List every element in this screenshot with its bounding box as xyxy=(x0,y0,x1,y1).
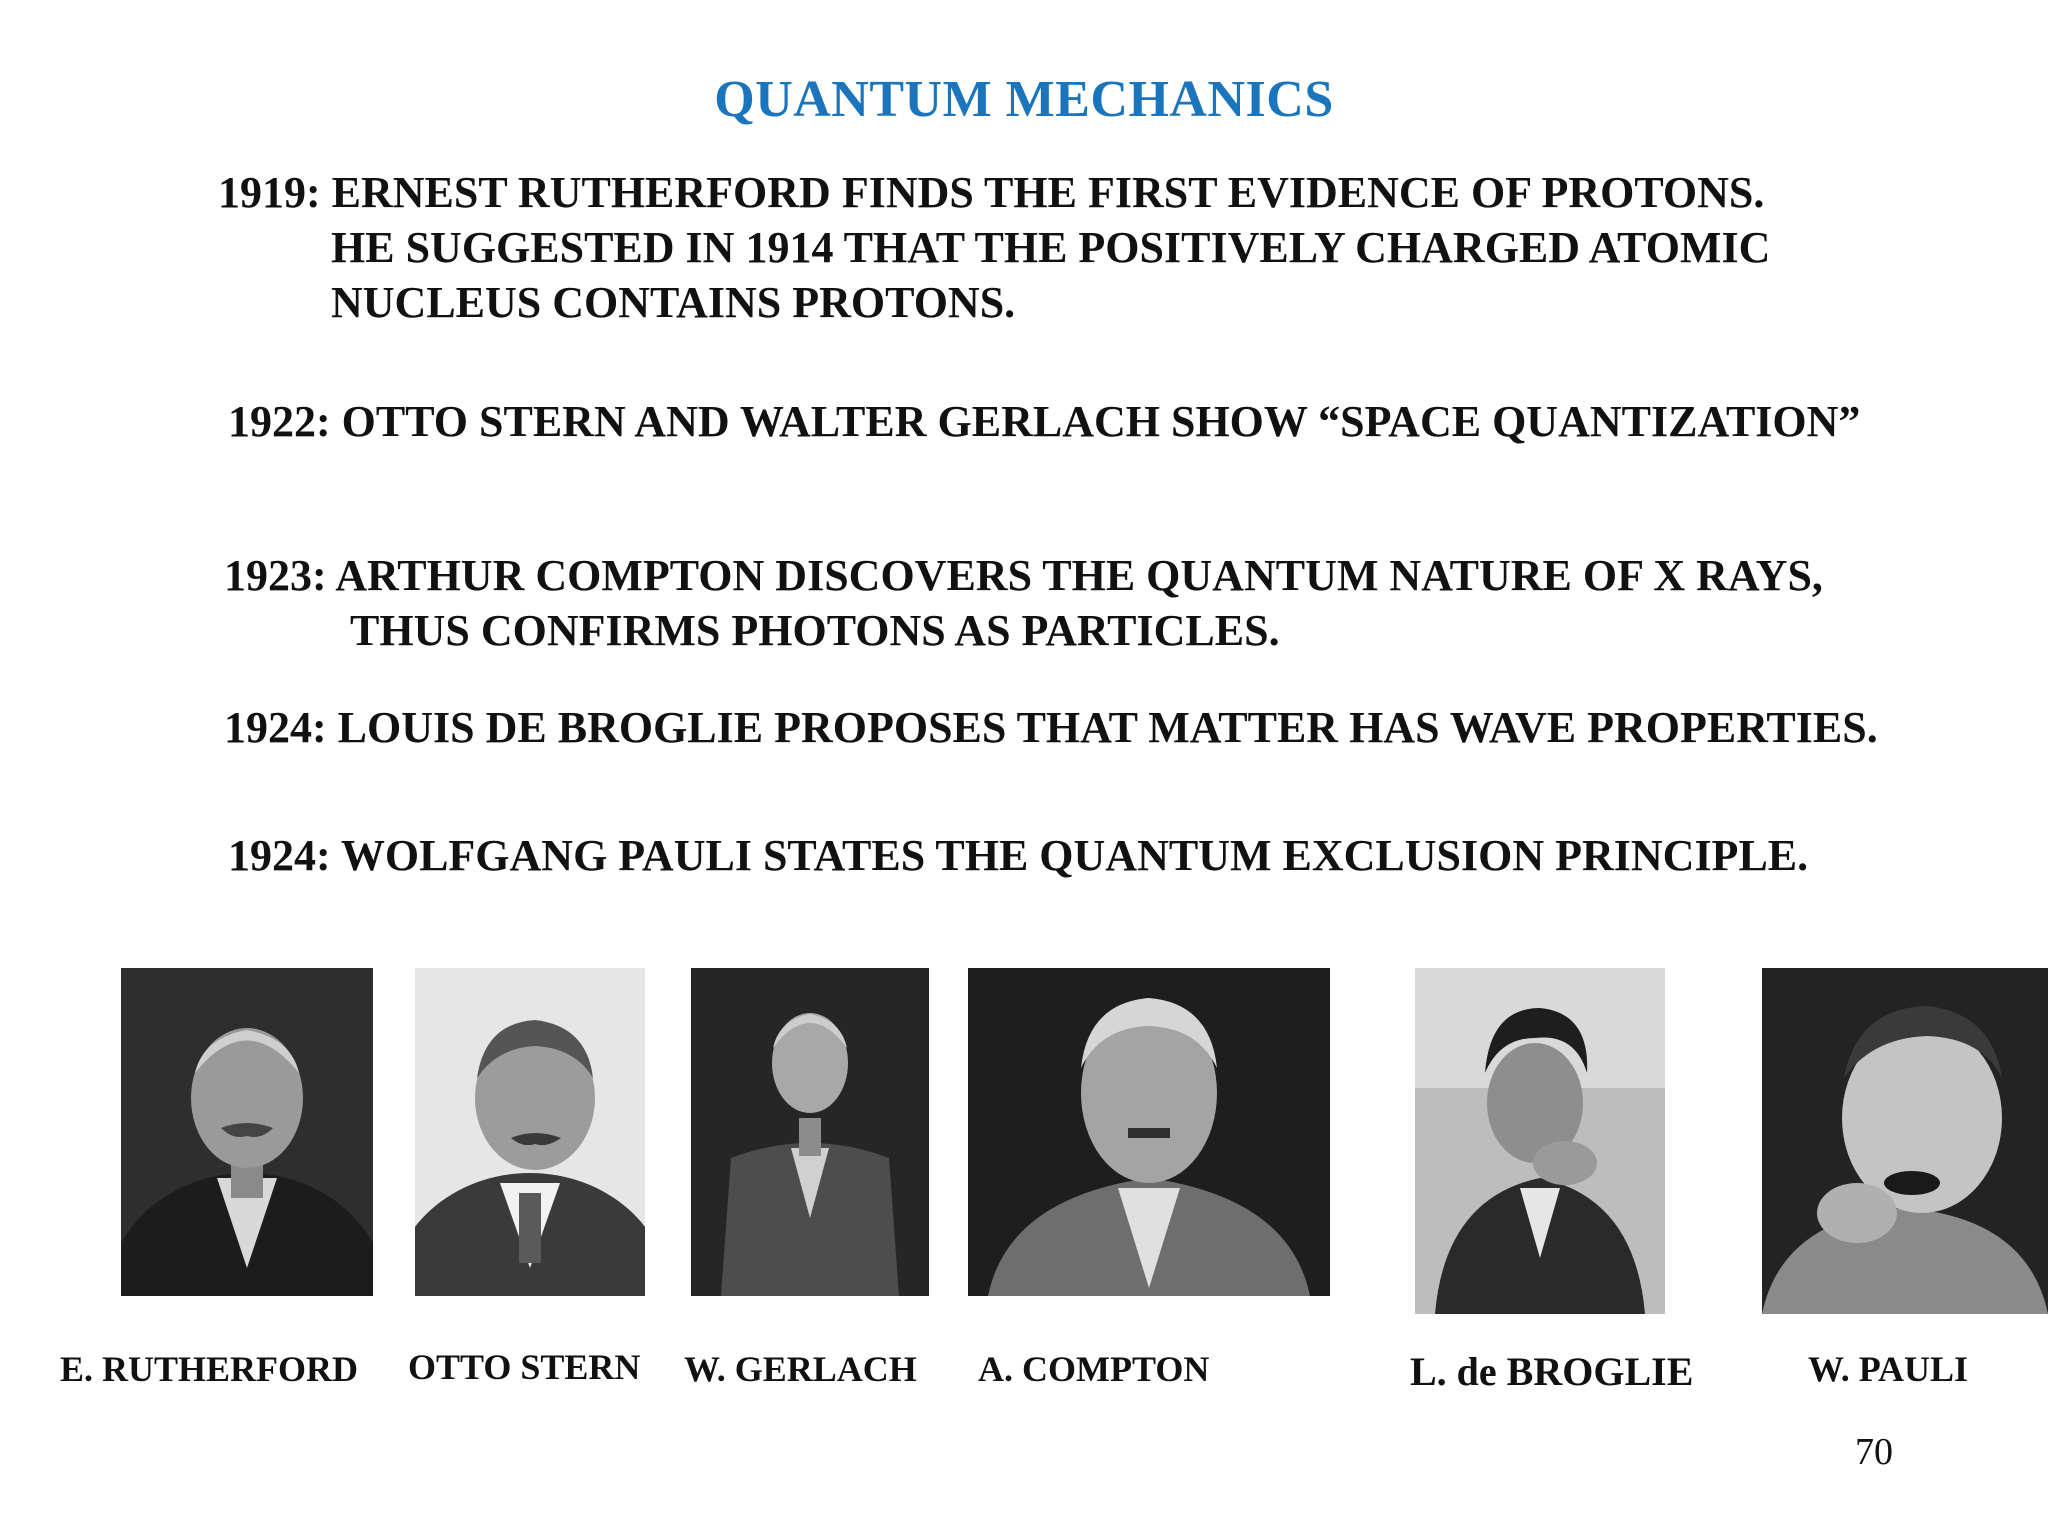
caption-rutherford: E. RUTHERFORD xyxy=(60,1349,359,1389)
timeline-event-1924-pauli xyxy=(228,828,1808,883)
event-line: 1919: ERNEST RUTHERFORD FINDS THE FIRST EVIDENCE OF PROTONS. xyxy=(218,168,1765,217)
caption-compton: A. COMPTON xyxy=(978,1349,1210,1389)
timeline-event-1922 xyxy=(228,394,1860,449)
timeline-event-1919 xyxy=(218,165,1770,330)
portrait-pauli xyxy=(1762,968,2048,1314)
portrait-compton xyxy=(968,968,1330,1296)
portrait-de-broglie xyxy=(1415,968,1665,1314)
caption-pauli: W. PAULI xyxy=(1808,1349,1969,1389)
slide-title: QUANTUM MECHANICS xyxy=(714,71,1334,128)
event-line: 1924: LOUIS DE BROGLIE PROPOSES THAT MATTER HAS WAVE PROPERTIES. xyxy=(224,703,1878,752)
caption-de-broglie: L. de BROGLIE xyxy=(1410,1349,1694,1394)
caption-gerlach: W. GERLACH xyxy=(684,1349,917,1389)
event-line: THUS CONFIRMS PHOTONS AS PARTICLES. xyxy=(350,606,1280,655)
timeline-event-1923 xyxy=(224,548,1823,658)
event-line: 1924: WOLFGANG PAULI STATES THE QUANTUM EXCLUSION PRINCIPLE. xyxy=(228,831,1809,880)
portrait-rutherford xyxy=(121,968,373,1296)
page-number: 70 xyxy=(1855,1431,1893,1473)
event-line: NUCLEUS CONTAINS PROTONS. xyxy=(331,278,1016,327)
event-line: 1922: OTTO STERN AND WALTER GERLACH SHOW “SPACE QUANTIZATION” xyxy=(228,397,1861,446)
timeline-event-1924-debroglie xyxy=(224,700,1878,755)
portrait-gerlach xyxy=(691,968,929,1296)
portrait-stern xyxy=(415,968,645,1296)
event-line: 1923: ARTHUR COMPTON DISCOVERS THE QUANTUM NATURE OF X RAYS, xyxy=(224,551,1823,600)
caption-stern: OTTO STERN xyxy=(408,1347,641,1387)
event-line: HE SUGGESTED IN 1914 THAT THE POSITIVELY CHARGED ATOMIC xyxy=(331,223,1771,272)
